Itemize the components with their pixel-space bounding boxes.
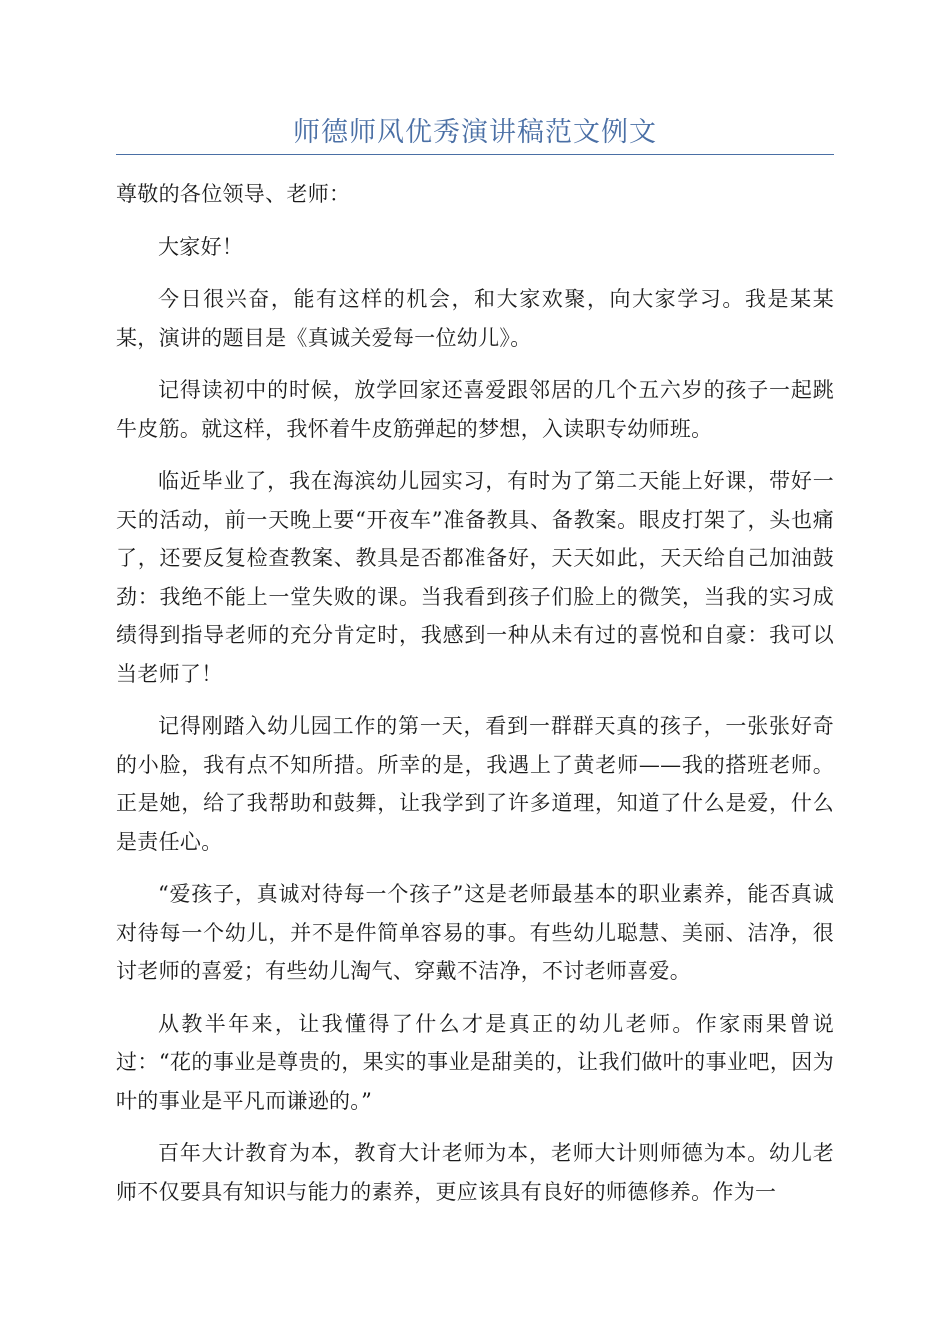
- paragraph-love-children: “爱孩子，真诚对待每一个孩子”这是老师最基本的职业素养，能否真诚对待每一个幼儿，并不是件简单容易的事。有些幼儿聪慧、美丽、洁净，很讨老师的喜爱；有些幼儿淘气、穿戴不洁净，不讨老师喜爱。: [116, 882, 834, 983]
- document-body: [116, 175, 834, 1225]
- paragraph-internship: 临近毕业了，我在海滨幼儿园实习，有时为了第二天能上好课，带好一天的活动，前一天晚上要“开夜车”准备教具、备教案。眼皮打架了，头也痛了，还要反复检查教案、教具是否都准备好，天天如此，天天给自己加油鼓劲：我绝不能上一堂失败的课。当我看到孩子们脸上的微笑，当我的实习成绩得到指导老师的充分肯定时，我感到一种从未有过的喜悦和自豪：我可以当老师了！: [116, 469, 834, 686]
- paragraph-hugo-quote: 从教半年来，让我懂得了什么才是真正的幼儿老师。作家雨果曾说过：“花的事业是尊贵的，果实的事业是甜美的，让我们做叶的事业吧，因为叶的事业是平凡而谦逊的。”: [116, 1011, 834, 1113]
- paragraph-greeting: 大家好！: [158, 234, 244, 259]
- paragraph-first-day: 记得刚踏入幼儿园工作的第一天，看到一群群天真的孩子，一张张好奇的小脸，我有点不知所措。所幸的是，我遇上了黄老师——我的搭班老师。正是她，给了我帮助和鼓舞，让我学到了许多道理，知道了什么是爱，什么是责任心。: [116, 714, 834, 854]
- paragraph-intro: 今日很兴奋，能有这样的机会，和大家欢聚，向大家学习。我是某某某，演讲的题目是《真诚关爱每一位幼儿》。: [116, 287, 834, 350]
- paragraph-education-basis: 百年大计教育为本，教育大计老师为本，老师大计则师德为本。幼儿老师不仅要具有知识与能力的素养，更应该具有良好的师德修养。作为一: [116, 1141, 834, 1204]
- paragraph-junior-high: 记得读初中的时候，放学回家还喜爱跟邻居的几个五六岁的孩子一起跳牛皮筋。就这样，我怀着牛皮筋弹起的梦想，入读职专幼师班。: [116, 378, 834, 441]
- salutation: 尊敬的各位领导、老师：: [116, 182, 351, 206]
- document-title: 师德师风优秀演讲稿范文例文: [293, 117, 657, 148]
- title-divider: [116, 154, 834, 155]
